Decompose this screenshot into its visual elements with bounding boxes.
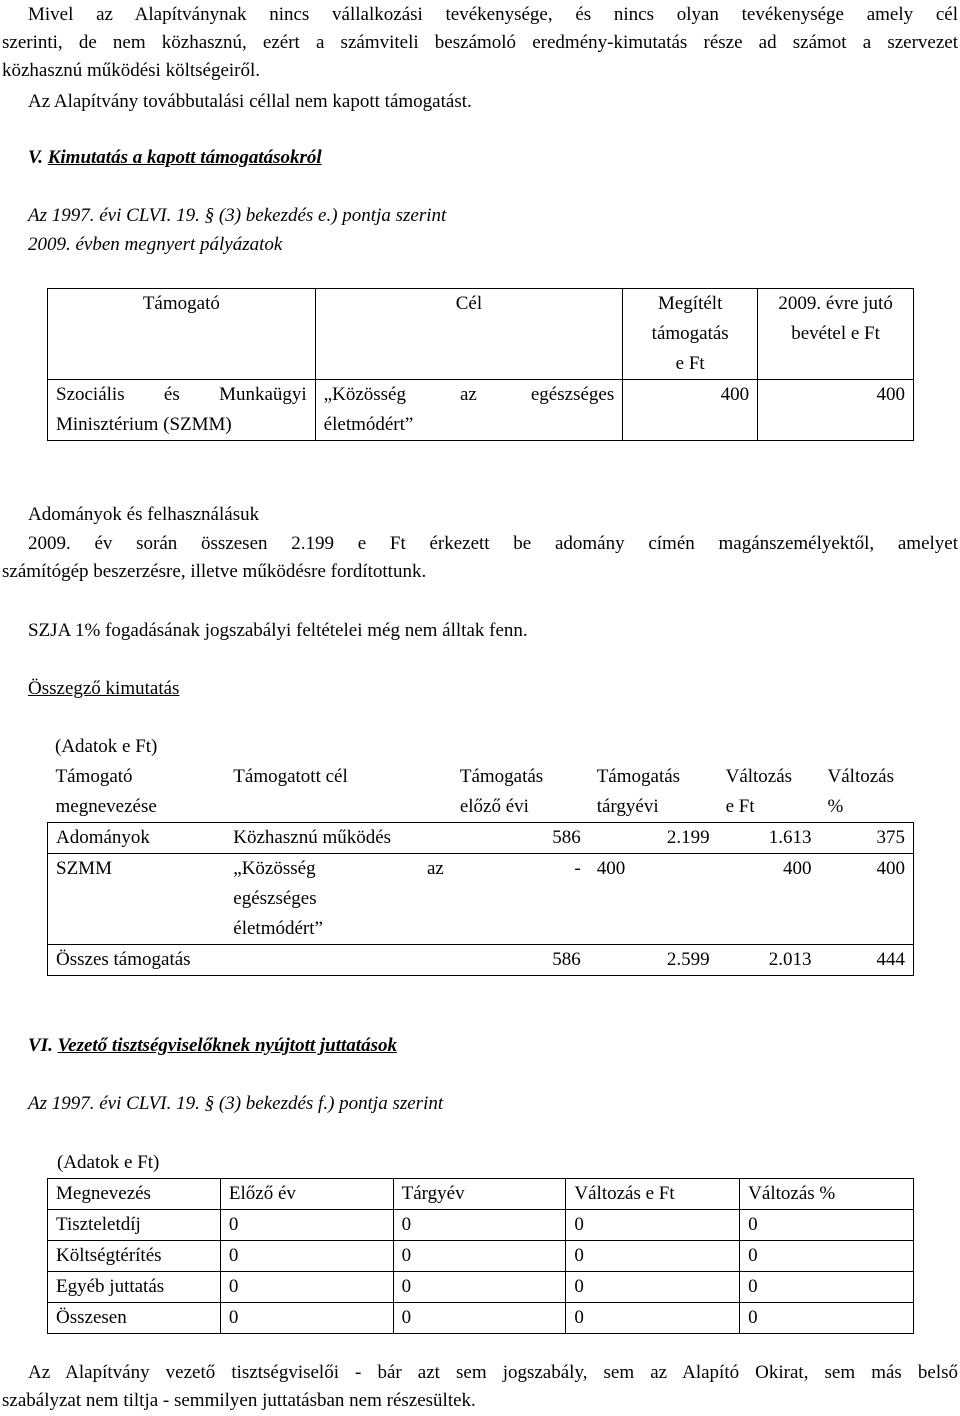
benefits-cell: Tiszteletdíj — [48, 1210, 221, 1241]
summary-cell-total-name: Összes támogatás — [48, 945, 452, 976]
grants-header-awarded: Megítélt támogatás e Ft — [623, 289, 758, 380]
summary-cell-prev: - — [452, 854, 589, 945]
benefits-cell: Egyéb juttatás — [48, 1272, 221, 1303]
section-vi-unit-note: (Adatok e Ft) — [57, 1152, 160, 1173]
grants-header-row — [48, 289, 914, 380]
benefits-cell: 0 — [566, 1241, 740, 1272]
section-v-legal-ref: Az 1997. évi CLVI. 19. § (3) bekezdés e.) pontja szerint — [28, 205, 447, 226]
donations-line-2: számítógép beszerzésre, illetve működésre fordítottunk. — [2, 561, 427, 582]
summary-cell-curr: 400 — [589, 854, 718, 945]
benefits-cell: 0 — [393, 1210, 566, 1241]
grants-cell-supporter: Szociális és Munkaügyi Minisztérium (SZMM) — [48, 380, 316, 441]
summary-cell-goal: Közhasznú működés — [225, 823, 452, 854]
summary-cell-curr: 2.199 — [589, 823, 718, 854]
section-vi-title: Vezető tisztségviselőknek nyújtott juttatások — [57, 1035, 397, 1056]
benefits-cell: 0 — [566, 1210, 740, 1241]
benefits-header-name: Megnevezés — [48, 1179, 221, 1210]
summary-cell-diff: 400 — [718, 854, 820, 945]
benefits-header-pct: Változás % — [740, 1179, 914, 1210]
benefits-cell: Költségtérítés — [48, 1241, 221, 1272]
section-vi-heading — [28, 1031, 397, 1061]
summary-row-szmm — [48, 854, 914, 945]
summary-header-row — [48, 762, 914, 823]
grants-cell-goal: „Közösség az egészséges életmódért” — [315, 380, 623, 441]
summary-cell-total-prev: 586 — [452, 945, 589, 976]
benefits-cell: 0 — [393, 1272, 566, 1303]
grants-header-supporter: Támogató — [48, 289, 316, 380]
summary-cell-total-pct: 444 — [820, 945, 914, 976]
grants-header-revenue: 2009. évre jutó bevétel e Ft — [758, 289, 914, 380]
summary-header-pct: Változás % — [827, 766, 894, 817]
intro-line-3: közhasznú működési költségeiről. — [2, 60, 261, 81]
benefits-header-prev: Előző év — [220, 1179, 393, 1210]
benefits-cell: 0 — [740, 1210, 914, 1241]
intro-line-4: Az Alapítvány továbbutalási céllal nem kapott támogatást. — [28, 91, 472, 112]
benefits-table — [47, 1178, 914, 1334]
section-v-title: Kimutatás a kapott támogatásokról — [47, 147, 322, 168]
section-v-subheading: 2009. évben megnyert pályázatok — [28, 234, 283, 255]
benefits-cell: Összesen — [48, 1303, 221, 1334]
table-row — [48, 1210, 914, 1241]
benefits-cell: 0 — [393, 1241, 566, 1272]
grants-table — [47, 288, 914, 441]
summary-cell-pct: 375 — [820, 823, 914, 854]
grants-data-row — [48, 380, 914, 441]
benefits-cell: 0 — [220, 1272, 393, 1303]
section-v-heading — [28, 143, 322, 173]
summary-header-goal: Támogatott cél — [233, 766, 348, 787]
summary-cell-total-curr: 2.599 — [589, 945, 718, 976]
grants-header-goal: Cél — [315, 289, 623, 380]
summary-header-curr: Támogatás tárgyévi — [596, 766, 681, 817]
summary-cell-total-diff: 2.013 — [718, 945, 820, 976]
summary-cell-goal: „Közösség az egészséges életmódért” — [225, 854, 452, 945]
benefits-header-curr: Tárgyév — [393, 1179, 566, 1210]
section-vi-legal-ref: Az 1997. évi CLVI. 19. § (3) bekezdés f.) pontja szerint — [28, 1093, 444, 1114]
benefits-cell: 0 — [220, 1303, 393, 1334]
summary-cell-name: Adományok — [48, 823, 226, 854]
table-row — [48, 1272, 914, 1303]
benefits-cell: 0 — [740, 1241, 914, 1272]
benefits-cell: 0 — [740, 1272, 914, 1303]
szja-note: SZJA 1% fogadásának jogszabályi feltételei még nem álltak fenn. — [28, 620, 528, 641]
closing-line-2: szabályzat nem tiltja - semmilyen juttatásban nem részesültek. — [2, 1390, 476, 1411]
summary-cell-prev: 586 — [452, 823, 589, 854]
summary-unit-note: (Adatok e Ft) — [55, 736, 158, 757]
summary-heading: Összegző kimutatás — [28, 678, 180, 699]
summary-cell-diff: 1.613 — [718, 823, 820, 854]
summary-cell-pct: 400 — [820, 854, 914, 945]
grants-cell-awarded: 400 — [623, 380, 758, 441]
section-v-number: V. — [28, 147, 43, 168]
benefits-cell: 0 — [566, 1272, 740, 1303]
intro-line-2: szerinti, de nem közhasznú, ezért a számviteli beszámoló eredmény-kimutatás része ad számot a szervezet — [2, 32, 958, 53]
summary-header-supporter: Támogató megnevezése — [55, 766, 157, 817]
summary-header-prev: Támogatás előző évi — [459, 766, 544, 817]
grants-cell-revenue: 400 — [758, 380, 914, 441]
summary-row-total — [48, 945, 914, 976]
section-vi-number: VI. — [28, 1035, 53, 1056]
summary-row-donations — [48, 823, 914, 854]
benefits-cell: 0 — [566, 1303, 740, 1334]
table-row — [48, 1241, 914, 1272]
benefits-cell: 0 — [220, 1210, 393, 1241]
intro-line-1: Mivel az Alapítványnak nincs vállalkozási tevékenysége, és nincs olyan tevékenysége amely cél — [28, 4, 958, 25]
donations-heading: Adományok és felhasználásuk — [28, 504, 260, 525]
benefits-cell: 0 — [220, 1241, 393, 1272]
table-row — [48, 1303, 914, 1334]
donations-line-1: 2009. év során összesen 2.199 e Ft érkezett be adomány címén magánszemélyektől, amelyet — [28, 533, 958, 554]
summary-header-diff: Változás e Ft — [725, 766, 793, 817]
benefits-header-diff: Változás e Ft — [566, 1179, 740, 1210]
benefits-header-row — [48, 1179, 914, 1210]
benefits-cell: 0 — [393, 1303, 566, 1334]
benefits-cell: 0 — [740, 1303, 914, 1334]
summary-table — [47, 762, 914, 976]
summary-cell-name: SZMM — [48, 854, 226, 945]
closing-line-1: Az Alapítvány vezető tisztségviselői - bár azt sem jogszabály, sem az Alapító Okirat, sem más belső — [28, 1362, 958, 1383]
